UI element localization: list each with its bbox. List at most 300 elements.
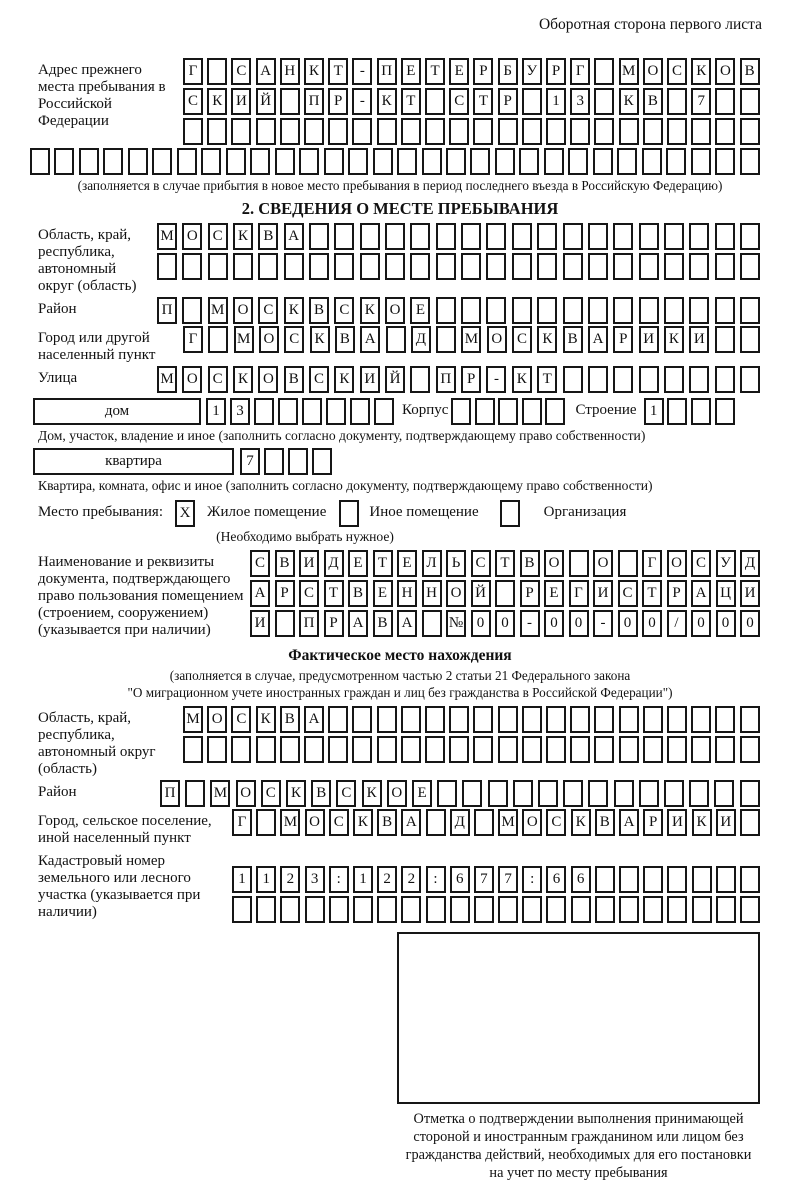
char-box (264, 448, 284, 475)
char-box (569, 550, 589, 577)
char-box (397, 148, 417, 175)
char-box: И (299, 550, 319, 577)
char-box (588, 366, 608, 393)
char-box: О (258, 366, 278, 393)
char-box: А (691, 580, 711, 607)
char-box (377, 706, 397, 733)
char-box (588, 780, 608, 807)
char-box: Р (275, 580, 295, 607)
char-box: К (664, 326, 684, 353)
char-box: 2 (280, 866, 300, 893)
char-box: К (233, 366, 253, 393)
char-box: К (207, 88, 227, 115)
char-box: С (284, 326, 304, 353)
char-box: С (250, 550, 270, 577)
char-box (486, 223, 506, 250)
prev-address-row-1 (183, 58, 760, 85)
char-box: Л (422, 550, 442, 577)
char-box (324, 148, 344, 175)
dom-label-box: дом (33, 398, 201, 425)
char-box: 0 (569, 610, 589, 637)
char-box (256, 118, 276, 145)
char-box: М (280, 809, 300, 836)
char-box (352, 706, 372, 733)
char-box (639, 366, 659, 393)
char-box (329, 896, 349, 923)
char-box (619, 118, 639, 145)
char-box (513, 780, 533, 807)
section2-title: 2. СВЕДЕНИЯ О МЕСТЕ ПРЕБЫВАНИЯ (241, 199, 559, 218)
actual-region-label: Область, край, республика, автономный округ (область) (38, 710, 156, 777)
char-box (352, 736, 372, 763)
char-box (177, 148, 197, 175)
char-box (715, 148, 735, 175)
char-box (594, 88, 614, 115)
other-premise-label: Иное помещение (369, 504, 479, 520)
char-box: Р (328, 88, 348, 115)
char-box (233, 253, 253, 280)
char-box: Д (411, 326, 431, 353)
char-box (353, 896, 373, 923)
char-box (377, 736, 397, 763)
char-box: В (309, 297, 329, 324)
char-box: 1 (206, 398, 226, 425)
char-box: М (210, 780, 230, 807)
char-box: - (520, 610, 540, 637)
char-box: С (329, 809, 349, 836)
char-box: Т (642, 580, 662, 607)
char-box (498, 896, 518, 923)
char-box (280, 896, 300, 923)
char-box: О (259, 326, 279, 353)
char-box (473, 118, 493, 145)
char-box (446, 148, 466, 175)
char-box (334, 253, 354, 280)
char-box (462, 780, 482, 807)
char-box: Г (232, 809, 252, 836)
korpus-label: Корпус (402, 402, 449, 418)
char-box: Р (324, 610, 344, 637)
char-box: 1 (256, 866, 276, 893)
city-field (0, 326, 800, 364)
char-box: Т (324, 580, 344, 607)
char-box: В (563, 326, 583, 353)
actual-region-row-2 (183, 736, 760, 763)
char-box: 1 (353, 866, 373, 893)
char-box (207, 118, 227, 145)
char-box: Р (667, 580, 687, 607)
char-box (716, 866, 736, 893)
region-label: Область, край, республика, автономный округ (область) (38, 227, 137, 294)
char-box (546, 118, 566, 145)
char-box (715, 297, 735, 324)
region-rows (157, 223, 760, 280)
char-box (498, 118, 518, 145)
char-box: К (284, 297, 304, 324)
char-box: С (208, 223, 228, 250)
char-box (254, 398, 274, 425)
stamp-caption: Отметка о подтверждении выполнения принимающей стороной и иностранным гражданином или лицом без гражданства действий, необходимых для его постановки на учет по месту пребывания (405, 1111, 752, 1180)
char-box (563, 223, 583, 250)
char-box (280, 118, 300, 145)
char-box (545, 398, 565, 425)
char-box: О (182, 366, 202, 393)
char-box (595, 866, 615, 893)
char-box (643, 118, 663, 145)
char-box: В (595, 809, 615, 836)
char-box: П (377, 58, 397, 85)
char-box (689, 366, 709, 393)
char-box (305, 896, 325, 923)
char-box (689, 253, 709, 280)
char-box: А (256, 58, 276, 85)
prev-address-row-4 (30, 148, 760, 175)
char-box (639, 253, 659, 280)
char-box (207, 736, 227, 763)
char-box: Е (410, 297, 430, 324)
char-box: 6 (546, 866, 566, 893)
char-box: № (446, 610, 466, 637)
char-box (348, 148, 368, 175)
char-box: Б (498, 58, 518, 85)
char-box (667, 118, 687, 145)
char-box: Т (473, 88, 493, 115)
char-box (740, 366, 760, 393)
char-box (740, 148, 760, 175)
char-box (740, 223, 760, 250)
actual-district-field (0, 780, 800, 807)
char-box (474, 809, 494, 836)
char-box: О (487, 326, 507, 353)
char-box (619, 896, 639, 923)
char-box (328, 736, 348, 763)
apartment-field (0, 448, 800, 475)
char-box (664, 223, 684, 250)
char-box: Е (348, 550, 368, 577)
char-box (588, 223, 608, 250)
char-box (595, 896, 615, 923)
char-box: 2 (401, 866, 421, 893)
char-box: 3 (230, 398, 250, 425)
char-box (473, 736, 493, 763)
char-box: В (284, 366, 304, 393)
char-box (183, 736, 203, 763)
prev-address-label: Адрес прежнего места пребывания в Российской Федерации (38, 62, 166, 129)
document-row-2 (250, 580, 760, 607)
char-box (594, 706, 614, 733)
char-box: 3 (570, 88, 590, 115)
char-box (436, 223, 456, 250)
char-box (182, 253, 202, 280)
char-box: К (304, 58, 324, 85)
organization-checkbox (500, 500, 521, 527)
char-box: М (157, 223, 177, 250)
char-box (563, 366, 583, 393)
char-box: П (157, 297, 177, 324)
char-box (128, 148, 148, 175)
char-box: Р (613, 326, 633, 353)
char-box: 6 (571, 866, 591, 893)
char-box (231, 736, 251, 763)
char-box (280, 736, 300, 763)
char-box (157, 253, 177, 280)
char-box (613, 366, 633, 393)
house-number-row (206, 398, 394, 425)
char-box (691, 148, 711, 175)
char-box: С (231, 706, 251, 733)
char-box: И (250, 610, 270, 637)
char-box (288, 448, 308, 475)
cadastral-label: Кадастровый номер земельного или лесного участка (указывается при наличии) (38, 853, 201, 920)
korpus-row (451, 398, 565, 425)
char-box: 6 (450, 866, 470, 893)
char-box: Г (570, 58, 590, 85)
page-side-note: Оборотная сторона первого листа (538, 16, 762, 33)
actual-location-title: Фактическое место нахождения (288, 647, 512, 664)
char-box (377, 118, 397, 145)
document-rows (250, 550, 760, 637)
char-box (546, 896, 566, 923)
char-box: Т (425, 58, 445, 85)
char-box (386, 326, 406, 353)
char-box: С (449, 88, 469, 115)
char-box: - (486, 366, 506, 393)
char-box (284, 253, 304, 280)
char-box (328, 118, 348, 145)
district-field (0, 297, 800, 324)
char-box: 7 (498, 866, 518, 893)
char-box (619, 866, 639, 893)
residential-checkbox (175, 500, 196, 527)
char-box (563, 253, 583, 280)
char-box (563, 297, 583, 324)
char-box (691, 398, 711, 425)
char-box: В (280, 706, 300, 733)
char-box (461, 223, 481, 250)
char-box (666, 148, 686, 175)
other-premise-checkbox (339, 500, 360, 527)
char-box (486, 297, 506, 324)
char-box: С (336, 780, 356, 807)
char-box (740, 326, 760, 353)
char-box: - (352, 58, 372, 85)
document-field (0, 550, 800, 639)
house-field (0, 398, 800, 425)
char-box (689, 223, 709, 250)
char-box (54, 148, 74, 175)
char-box (522, 398, 542, 425)
street-row (157, 366, 760, 393)
char-box: 1 (546, 88, 566, 115)
char-box: / (667, 610, 687, 637)
char-box (619, 736, 639, 763)
char-box (522, 706, 542, 733)
char-box: С (261, 780, 281, 807)
char-box (385, 223, 405, 250)
char-box (571, 896, 591, 923)
char-box: 0 (740, 610, 760, 637)
organization-label: Организация (543, 504, 627, 520)
char-box (208, 326, 228, 353)
char-box: И (740, 580, 760, 607)
char-box (613, 297, 633, 324)
char-box: С (471, 550, 491, 577)
char-box: Е (449, 58, 469, 85)
char-box: К (619, 88, 639, 115)
char-box: Й (256, 88, 276, 115)
char-box (500, 500, 520, 527)
char-box (498, 398, 518, 425)
char-box: Р (520, 580, 540, 607)
char-box: 0 (618, 610, 638, 637)
street-field (0, 366, 800, 393)
char-box (538, 780, 558, 807)
char-box (449, 736, 469, 763)
char-box: И (689, 326, 709, 353)
char-box: Д (324, 550, 344, 577)
char-box (522, 88, 542, 115)
char-box: Г (569, 580, 589, 607)
actual-location-note-2: "О миграционном учете иностранных граждан и лиц без гражданства в Российской Федерации") (127, 685, 673, 700)
char-box (544, 148, 564, 175)
char-box (715, 118, 735, 145)
char-box (275, 610, 295, 637)
char-box (664, 366, 684, 393)
cadastral-field (0, 849, 800, 923)
char-box: К (377, 88, 397, 115)
char-box: П (160, 780, 180, 807)
prev-address-field (0, 58, 800, 145)
char-box (667, 706, 687, 733)
char-box (667, 866, 687, 893)
prev-address-rows (183, 58, 760, 145)
char-box (568, 148, 588, 175)
char-box: Н (280, 58, 300, 85)
char-box (312, 448, 332, 475)
char-box (715, 398, 735, 425)
char-box (182, 297, 202, 324)
char-box: Д (740, 550, 760, 577)
char-box: О (446, 580, 466, 607)
char-box: С (618, 580, 638, 607)
char-box (715, 736, 735, 763)
char-box (613, 223, 633, 250)
stamp-box (397, 932, 760, 1104)
char-box (740, 88, 760, 115)
char-box (613, 253, 633, 280)
char-box: С (691, 550, 711, 577)
char-box (436, 326, 456, 353)
char-box: О (207, 706, 227, 733)
char-box: К (571, 809, 591, 836)
char-box: Е (373, 580, 393, 607)
char-box: П (304, 88, 324, 115)
char-box: Т (328, 58, 348, 85)
city-label: Город или другой населенный пункт (38, 330, 156, 363)
char-box (546, 706, 566, 733)
char-box (326, 398, 346, 425)
char-box (689, 297, 709, 324)
char-box (207, 58, 227, 85)
char-box (450, 896, 470, 923)
char-box: Г (642, 550, 662, 577)
char-box (410, 253, 430, 280)
char-box (461, 253, 481, 280)
char-box: С (546, 809, 566, 836)
char-box (495, 580, 515, 607)
char-box: 7 (691, 88, 711, 115)
char-box: К (310, 326, 330, 353)
char-box: Д (450, 809, 470, 836)
char-box: В (348, 580, 368, 607)
char-box (426, 896, 446, 923)
char-box: А (397, 610, 417, 637)
char-box (512, 223, 532, 250)
char-box: М (183, 706, 203, 733)
char-box: 0 (471, 610, 491, 637)
char-box: М (461, 326, 481, 353)
char-box (715, 88, 735, 115)
char-box (740, 896, 760, 923)
char-box (425, 736, 445, 763)
char-box: А (304, 706, 324, 733)
char-box (740, 706, 760, 733)
char-box (185, 780, 205, 807)
char-box (103, 148, 123, 175)
char-box: 7 (474, 866, 494, 893)
char-box: Й (385, 366, 405, 393)
char-box (475, 398, 495, 425)
char-box (715, 253, 735, 280)
char-box (546, 736, 566, 763)
char-box: Р (643, 809, 663, 836)
char-box: О (593, 550, 613, 577)
char-box (373, 148, 393, 175)
char-box: X (175, 500, 195, 527)
char-box (512, 253, 532, 280)
prev-address-row-3 (183, 118, 760, 145)
char-box (258, 253, 278, 280)
char-box (537, 253, 557, 280)
char-box (664, 297, 684, 324)
char-box: У (522, 58, 542, 85)
char-box (226, 148, 246, 175)
char-box (422, 610, 442, 637)
char-box (449, 706, 469, 733)
char-box (667, 88, 687, 115)
char-box (691, 118, 711, 145)
char-box (410, 366, 430, 393)
stay-type-field (0, 500, 800, 527)
char-box (425, 118, 445, 145)
char-box (377, 896, 397, 923)
char-box: В (335, 326, 355, 353)
house-note: Дом, участок, владение и иное (заполнить согласно документу, подтверждающему право собственности) (38, 428, 646, 443)
char-box: И (231, 88, 251, 115)
char-box (512, 297, 532, 324)
char-box: А (250, 580, 270, 607)
char-box: И (667, 809, 687, 836)
prev-address-row-2 (183, 88, 760, 115)
char-box: У (716, 550, 736, 577)
char-box (152, 148, 172, 175)
char-box (522, 118, 542, 145)
char-box: 7 (240, 448, 260, 475)
char-box (436, 297, 456, 324)
char-box (449, 118, 469, 145)
char-box: Г (183, 326, 203, 353)
char-box: М (208, 297, 228, 324)
